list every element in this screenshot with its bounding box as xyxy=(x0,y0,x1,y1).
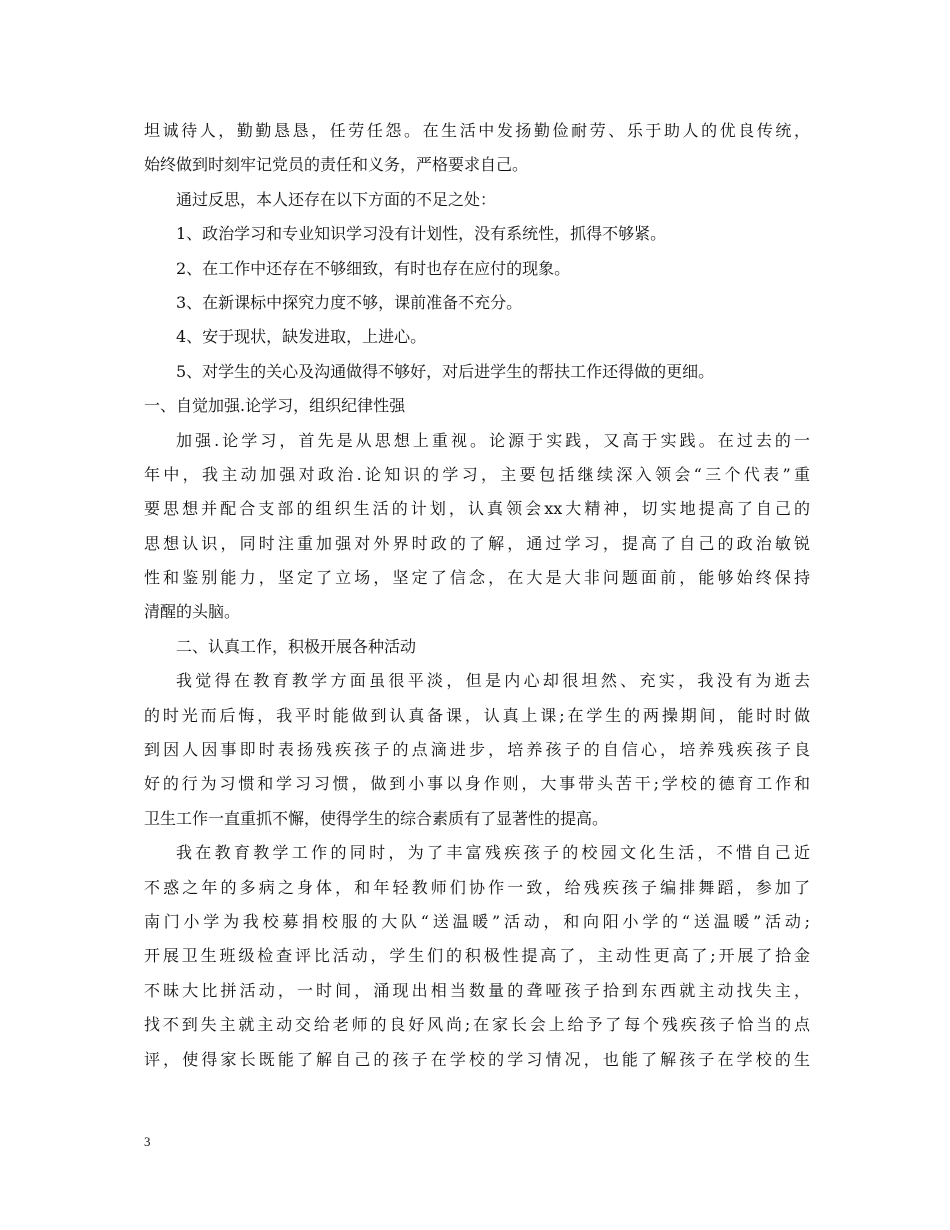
text-line: 思想认识，同时注重加强对外界时政的了解，通过学习，提高了自己的政治敏锐 xyxy=(144,533,810,553)
text-line: 找不到失主就主动交给老师的良好风尚;在家长会上给予了每个残疾孩子恰当的点 xyxy=(144,1015,810,1035)
text-line: 清醒的头脑。 xyxy=(144,602,241,622)
document-body xyxy=(144,114,810,1077)
text-line: 不惑之年的多病之身体，和年轻教师们协作一致，给残疾孩子编排舞蹈，参加了 xyxy=(144,877,810,897)
text-line: 到因人因事即时表扬残疾孩子的点滴进步，培养孩子的自信心，培养残疾孩子良 xyxy=(144,740,810,760)
page-number: 3 xyxy=(144,1134,151,1149)
text-line: 通过反思，本人还存在以下方面的不足之处： xyxy=(176,189,497,209)
text-line: 年中，我主动加强对政治.论知识的学习，主要包括继续深入领会“三个代表”重 xyxy=(144,464,810,484)
text-line: 评，使得家长既能了解自己的孩子在学校的学习情况，也能了解孩子在学校的生 xyxy=(144,1049,810,1069)
text-line: 好的行为习惯和学习习惯，做到小事以身作则，大事带头苦干;学校的德育工作和 xyxy=(144,774,810,794)
text-line: 开展卫生班级检查评比活动，学生们的积极性提高了，主动性更高了;开展了拾金 xyxy=(144,946,810,966)
text-line: 的时光而后悔，我平时能做到认真备课，认真上课;在学生的两操期间，能时时做 xyxy=(144,705,810,725)
text-line: 要思想并配合支部的组织生活的计划，认真领会xx大精神，切实地提高了自己的 xyxy=(144,499,810,519)
text-line: 不昧大比拼活动，一时间，涌现出相当数量的聋哑孩子拾到东西就主动找失主， xyxy=(144,980,810,1000)
text-line: 3、在新课标中探究力度不够，课前准备不充分。 xyxy=(176,292,523,312)
text-line: 5、对学生的关心及沟通做得不够好，对后进学生的帮扶工作还得做的更细。 xyxy=(176,361,715,381)
text-line: 南门小学为我校募捐校服的大队“送温暖”活动，和向阳小学的“送温暖”活动; xyxy=(144,911,810,931)
text-line: 性和鉴别能力，坚定了立场，坚定了信念，在大是大非问题面前，能够始终保持 xyxy=(144,568,810,588)
text-line: 加强.论学习，首先是从思想上重视。论源于实践，又高于实践。在过去的一 xyxy=(176,430,810,450)
text-line: 一、自觉加强.论学习，组织纪律性强 xyxy=(144,396,406,416)
text-line: 始终做到时刻牢记党员的责任和义务，严格要求自己。 xyxy=(144,155,529,175)
text-line: 1、政治学习和专业知识学习没有计划性，没有系统性，抓得不够紧。 xyxy=(176,224,667,244)
text-line: 二、认真工作，积极开展各种活动 xyxy=(176,636,417,656)
text-line: 坦诚待人，勤勤恳恳，任劳任怨。在生活中发扬勤俭耐劳、乐于助人的优良传统， xyxy=(144,121,810,140)
text-line: 2、在工作中还存在不够细致，有时也存在应付的现象。 xyxy=(176,258,571,278)
text-line: 4、安于现状，缺发进取，上进心。 xyxy=(176,327,427,347)
text-line: 我在教育教学工作的同时，为了丰富残疾孩子的校园文化生活，不惜自己近 xyxy=(176,843,810,863)
text-line: 我觉得在教育教学方面虽很平淡，但是内心却很坦然、充实，我没有为逝去 xyxy=(176,671,810,691)
text-line: 卫生工作一直重抓不懈，使得学生的综合素质有了显著性的提高。 xyxy=(144,808,609,828)
